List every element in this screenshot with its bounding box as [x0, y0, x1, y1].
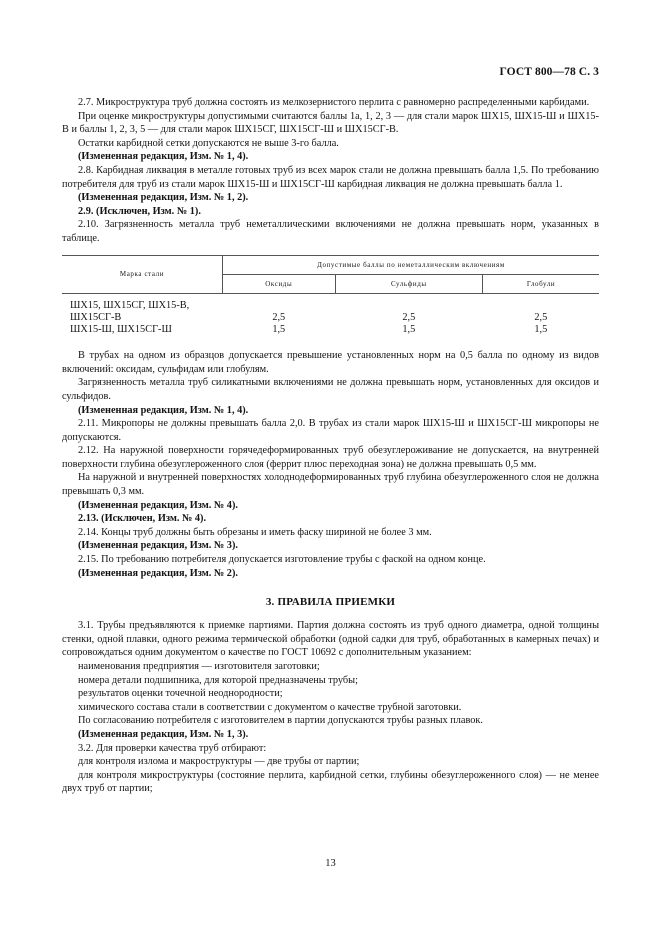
list-item: номера детали подшипника, для которой предназначены трубы;	[78, 674, 358, 686]
list-item: для контроля излома и макроструктуры — две трубы от партии;	[78, 756, 360, 768]
table-cell-sulfides	[335, 293, 483, 336]
paragraph: Остатки карбидной сетки допускаются не выше 3-го балла.	[78, 137, 339, 149]
value: 2,5	[272, 311, 286, 323]
clause-2-10: 2.10. Загрязненность металла труб неметаллическими включениями не должна превышать норм, указанных в таблице.	[62, 219, 599, 244]
grade-list-2: ШХ15-Ш, ШХ15СГ-Ш	[70, 323, 172, 335]
table-header-sulfides: Сульфиды	[335, 274, 483, 293]
table-header-oxides: Оксиды	[223, 274, 336, 293]
paragraph: В трубах на одном из образцов допускается превышение установленных норм на 0,5 балла по одному из видов включений: оксидам, сульфидам или глобулям.	[62, 350, 599, 375]
inclusions-table	[62, 255, 599, 337]
paragraph: Загрязненность металла труб силикатными включениями не должна превышать норм, установленных для оксидов и сульфидов.	[62, 377, 599, 402]
clause-2-11: 2.11. Микропоры не должны превышать балла 2,0. В трубах из стали марок ШХ15-Ш и ШХ15СГ-Ш микропоры не допускаются.	[62, 418, 599, 443]
grade-list-1: ШХ15, ШХ15СГ, ШХ15-В, ШХ15СГ-В	[70, 299, 190, 323]
amendment-note: (Измененная редакция, Изм. № 2).	[78, 567, 238, 579]
amendment-note: (Измененная редакция, Изм. № 1, 4).	[78, 404, 249, 416]
clause-3-1: 3.1. Трубы предъявляются к приемке партиями. Партия должна состоять из труб одного диаметра, одной толщины стенки, одной плавки, одного режима термической обработки (одной садки для труб, обработанных в камерных печах) и сопровождаться одним документом о качестве по ГОСТ 10692 с дополнительным указанием:	[62, 620, 599, 659]
amendment-note: (Измененная редакция, Изм. № 1, 2).	[78, 192, 249, 204]
clause-2-9: 2.9. (Исключен, Изм. № 1).	[78, 205, 201, 217]
table-header-globules: Глобули	[483, 274, 599, 293]
clause-3-2: 3.2. Для проверки качества труб отбирают:	[78, 742, 267, 754]
table-cell-globules	[483, 293, 599, 336]
amendment-note: (Измененная редакция, Изм. № 1, 4).	[78, 151, 249, 163]
document-header: ГОСТ 800—78 С. 3	[499, 66, 599, 78]
value: 1,5	[402, 323, 416, 335]
clause-2-13: 2.13. (Исключен, Изм. № 4).	[78, 513, 207, 525]
amendment-note: (Измененная редакция, Изм. № 3).	[78, 540, 238, 552]
page-body	[62, 96, 599, 796]
paragraph: При оценке микроструктуры допустимыми считаются баллы 1а, 1, 2, 3 — для стали марок ШХ15, ШХ15-Ш и ШХ15-В и баллы 1, 2, 3, 5 — для стали марок ШХ15СГ, ШХ15СГ-Ш и ШХ15СГ-В.	[62, 110, 599, 136]
clause-2-14: 2.14. Концы труб должны быть обрезаны и иметь фаску шириной не более 3 мм.	[78, 526, 432, 538]
section-title: 3. ПРАВИЛА ПРИЕМКИ	[265, 596, 396, 609]
list-item: наименования предприятия — изготовителя заготовки;	[78, 661, 320, 673]
list-item: для контроля микроструктуры (состояние перлита, карбидной сетки, глубины обезуглероженного слоя) — не менее двух труб от партии;	[62, 769, 599, 795]
paragraph: На наружной и внутренней поверхностях холоднодеформированных труб глубина обезуглероженного слоя не должна превышать 0,3 мм.	[62, 472, 599, 498]
page-number: 13	[325, 858, 336, 869]
clause-2-7: 2.7. Микроструктура труб должна состоять из мелкозернистого перлита с равномерно распределенными карбидами.	[78, 97, 590, 108]
paragraph: По согласованию потребителя с изготовителем в партии допускаются трубы разных плавок.	[78, 715, 483, 727]
value: 2,5	[402, 311, 416, 323]
list-item: результатов оценки точечной неоднородности;	[78, 688, 283, 700]
value: 1,5	[534, 323, 548, 335]
value: 2,5	[534, 311, 548, 323]
clause-2-12: 2.12. На наружной поверхности горячедеформированных труб обезуглероживание не допускается, на внутренней поверхности глубина обезуглероженного слоя (феррит плюс переходная зона) не должна превышать 0,5 мм.	[62, 445, 599, 470]
clause-2-15: 2.15. По требованию потребителя допускается изготовление трубы с фаской на одном конце.	[78, 554, 486, 566]
table-header-group: Допустимые баллы по неметаллическим включениям	[223, 255, 600, 274]
clause-2-8: 2.8. Карбидная ликвация в металле готовых труб из всех марок стали не должна превышать балла 1,5. По требованию потребителя для труб из стали марок ШХ15-Ш и ШХ15СГ-Ш карбидная ликвация не должна превышать балла 1.	[62, 164, 599, 190]
amendment-note: (Измененная редакция, Изм. № 4).	[78, 499, 238, 511]
table-header-grade: Марка стали	[62, 255, 223, 293]
table-cell-oxides	[223, 293, 336, 336]
list-item: химического состава стали в соответствии с документом о качестве трубной заготовки.	[78, 701, 462, 713]
amendment-note: (Измененная редакция, Изм. № 1, 3).	[78, 728, 249, 740]
table-cell-grades	[62, 293, 223, 336]
value: 1,5	[272, 323, 286, 335]
